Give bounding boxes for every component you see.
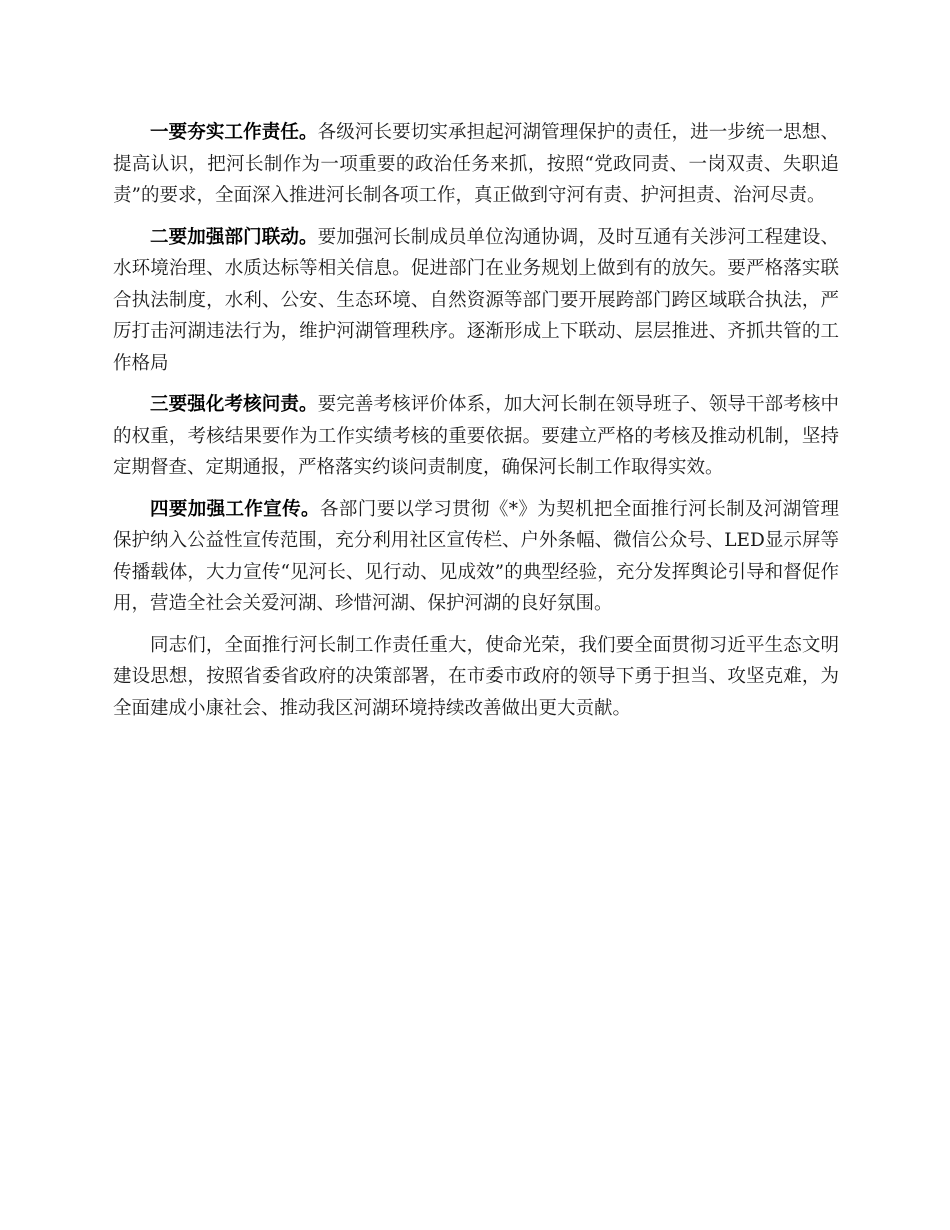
- paragraph-text: 同志们，全面推行河长制工作责任重大，使命光荣，我们要全面贯彻习近平生态文明建设思想，按照省委省政府的决策部署，在市委市政府的领导下勇于担当、攻坚克难，为全面建成小康社会、推动我区河湖环境持续改善做出更大贡献。: [113, 634, 839, 719]
- paragraph-text: 各级河长要切实承担起河湖管理保护的责任，进一步统一思想、提高认识，把河长制作为一项重要的政治任务来抓，按照“党政同责、一岗双责、失职追责”的要求，全面深入推进河长制各项工作，真正做到守河有责、护河担责、治河尽责。: [113, 122, 839, 206]
- paragraph-assessment-accountability: [113, 389, 839, 484]
- paragraph-publicity: [113, 494, 839, 620]
- paragraph-responsibility: [113, 117, 839, 212]
- paragraph-lead-heading: 二要加强部门联动。: [150, 226, 318, 248]
- paragraph-text: 要加强河长制成员单位沟通协调，及时互通有关涉河工程建设、水环境治理、水质达标等相关信息。促进部门在业务规划上做到有的放矢。要严格落实联合执法制度，水利、公安、生态环境、自然资源等部门要开展跨部门跨区域联合执法，严厉打击河湖违法行为，维护河湖管理秩序。逐渐形成上下联动、层层推进、齐抓共管的工作格局: [113, 226, 839, 374]
- paragraph-text: 各部门要以学习贯彻《*》为契机把全面推行河长制及河湖管理保护纳入公益性宣传范围，充分利用社区宣传栏、户外条幅、微信公众号、LED显示屏等传播载体，大力宣传“见河长、见行动、见成效”的典型经验，充分发挥舆论引导和督促作用，营造全社会关爱河湖、珍惜河湖、保护河湖的良好氛围。: [113, 498, 839, 614]
- paragraph-department-coordination: [113, 222, 839, 380]
- paragraph-lead-heading: 一要夯实工作责任。: [150, 122, 318, 143]
- paragraph-lead-heading: 四要加强工作宣传。: [150, 498, 320, 520]
- document-body: [113, 117, 839, 734]
- paragraph-closing: [113, 630, 839, 725]
- paragraph-lead-heading: 三要强化考核问责。: [150, 394, 318, 415]
- paragraph-text: 要完善考核评价体系，加大河长制在领导班子、领导干部考核中的权重，考核结果要作为工作实绩考核的重要依据。要建立严格的考核及推动机制，坚持定期督查、定期通报，严格落实约谈问责制度，确保河长制工作取得实效。: [113, 394, 839, 478]
